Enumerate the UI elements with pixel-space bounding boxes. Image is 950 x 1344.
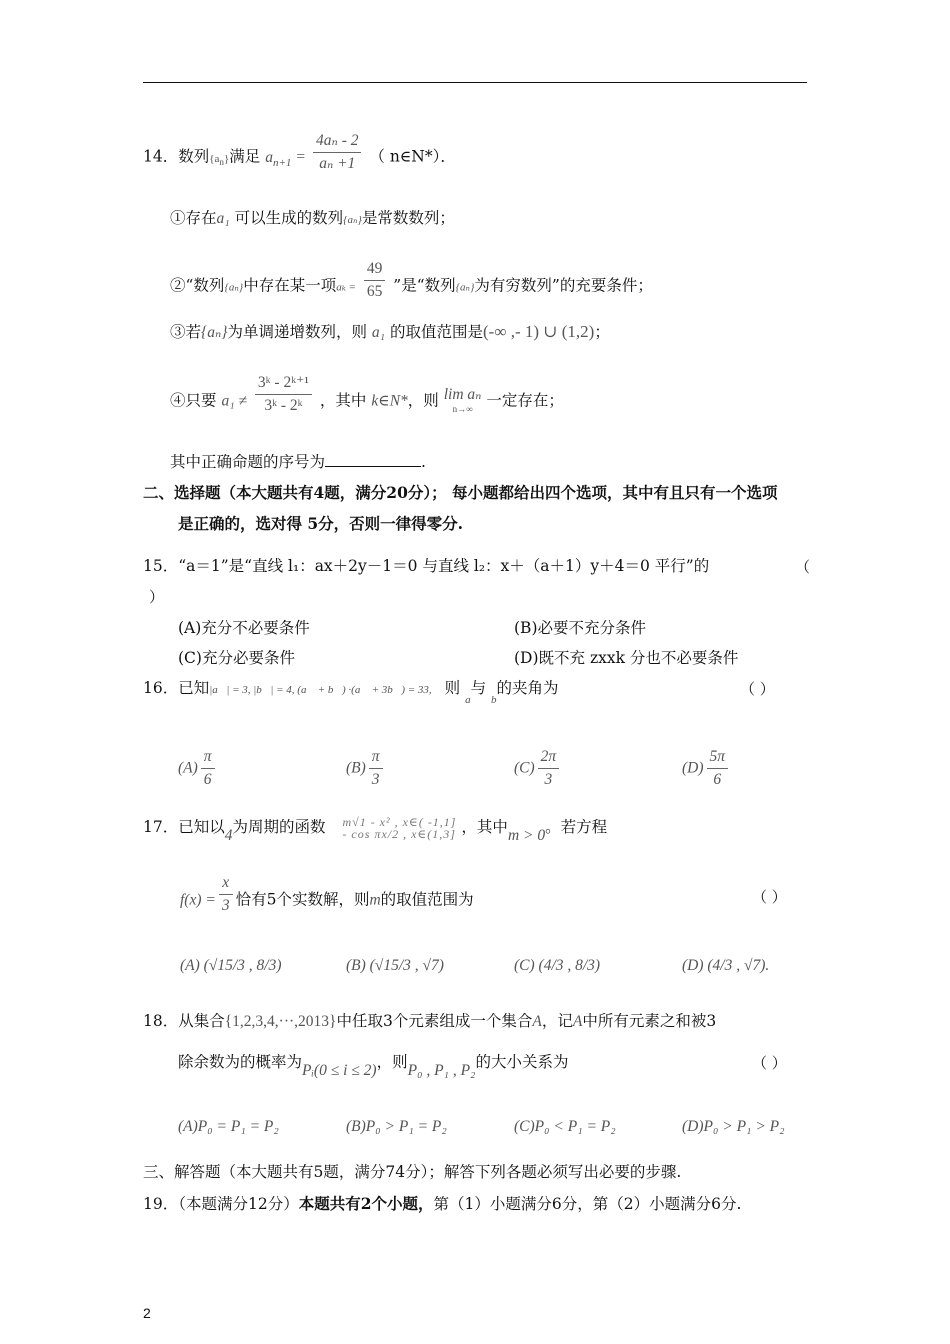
q17-stem: 17．已知以4为周期的函数 m√1 - x² , x∈( -1,1] - cos πx/2 , x∈(1,3] ，其中m > 0。若方程 <box>143 815 608 844</box>
q18-option-b[interactable]: (B)P₀ > P₁ = P₂ <box>346 1118 447 1135</box>
seq-symbol: $\{a_n\}$ <box>209 152 230 167</box>
q15-stem: 15．“a＝1”是“直线 l₁：ax＋2y－1＝0 与直线 l₂：x＋（a＋1）y＋4＝0 平行”的 <box>143 557 710 575</box>
q17-paren: （ ） <box>752 888 787 906</box>
q16-option-a[interactable]: (A) $\frac{\pi}{6}$ <box>178 746 218 791</box>
q15-option-d[interactable]: (D)既不充 zxxk 分也不必要条件 <box>514 649 739 667</box>
q17-equation: f(x) = $\frac{x}{3}$ 恰有5个实数解，则m的取值范围为 <box>180 874 474 914</box>
q16-option-c[interactable]: (C) $\frac{2\pi}{3}$ <box>514 746 562 791</box>
q16-option-d[interactable]: (D) $\frac{5\pi}{6}$ <box>682 746 731 791</box>
q15-option-c[interactable]: (C)充分必要条件 <box>178 649 295 667</box>
q14-item3: ③若{aₙ}为单调递增数列，则 a₁ 的取值范围是(-∞ ,- 1) ∪ (1,2)； <box>170 322 610 341</box>
q18-paren: （ ） <box>752 1054 787 1072</box>
section3-heading: 三、解答题（本大题共有5题，满分74分）；解答下列各题必须写出必要的步骤. <box>143 1163 682 1181</box>
q16-stem: 16．已知|a⃗| = 3, |b⃗| = 4, (a⃗ + b⃗) ·(a⃗ + 3b⃗) = 33, 则 $_a$与 $_b$的夹角为 <box>143 679 559 706</box>
q17-option-d[interactable]: (D) (4/3 , √7). <box>682 957 770 974</box>
q14-fraction: $\frac{\text{4aₙ - 2}}{\text{aₙ +1}}$ <box>313 130 361 175</box>
q15-option-a[interactable]: (A)充分不必要条件 <box>178 619 310 637</box>
q17-option-c[interactable]: (C) (4/3 , 8/3) <box>514 957 601 974</box>
q14-stem: 14．数列$\{a_n\}$满足 $a_{n+1}$ = $\frac{\text{4aₙ - 2}}{\text{aₙ +1}}$ （ n∈N*）． <box>143 140 456 175</box>
header-rule <box>143 82 807 83</box>
q17-option-a[interactable]: (A) (√15/3 , 8/3) <box>180 957 282 974</box>
q17-option-b[interactable]: (B) (√15/3 , √7) <box>346 957 444 974</box>
q16-option-b[interactable]: (B) $\frac{\pi}{3}$ <box>346 746 386 791</box>
q17-piecewise-function: m√1 - x² , x∈( -1,1] - cos πx/2 , x∈(1,3] <box>342 815 457 841</box>
q18-option-c[interactable]: (C)P₀ < P₁ = P₂ <box>514 1118 616 1135</box>
q15-option-b[interactable]: (B)必要不充分条件 <box>514 619 646 637</box>
q19-stem: 19．（本题满分12分）本题共有2个小题，第（1）小题满分6分，第（2）小题满分6分. <box>143 1194 742 1213</box>
q15-paren-left: （ <box>795 558 811 576</box>
q18-option-d[interactable]: (D)P₀ > P₁ > P₂ <box>682 1118 785 1135</box>
q18-option-a[interactable]: (A)P₀ = P₁ = P₂ <box>178 1118 279 1135</box>
q14-item4: ④只要 a₁ ≠ $\frac{\text{3ᵏ - 2ᵏ⁺¹}}{\text{3ᵏ - 2ᵏ}}$ ，其中 k∈N*，则 lim aₙ n→∞ 一定存在； <box>170 374 564 414</box>
q15-paren-right: ） <box>149 588 165 606</box>
q14-answer: 其中正确命题的序号为 . <box>170 453 426 471</box>
q18-stem: 18．从集合{1,2,3,4,···,2013}中任取3个元素组成一个集合A，记A中所有元素之和被3 <box>143 1012 717 1030</box>
q14-item2: ②“数列{aₙ}中存在某一项aₖ = $\frac{49}{65}$ ”是“数列{aₙ}为有穷数列”的充要条件； <box>170 260 653 300</box>
q16-paren: （ ） <box>740 680 775 698</box>
answer-blank[interactable] <box>325 452 421 467</box>
section2-heading: 二、选择题（本大题共有4题，满分20分）； 每小题都给出四个选项，其中有且只有一个选项 <box>143 483 778 502</box>
page-number: 2 <box>143 1305 151 1321</box>
q18-stem-cont: 除余数为的概率为Pᵢ(0 ≤ i ≤ 2)，则P₀ , P₁ , P₂的大小关系为 <box>178 1053 569 1079</box>
section2-heading-cont: 是正确的，选对得 5分，否则一律得零分. <box>178 514 464 533</box>
q14-item1: ①存在a₁ 可以生成的数列{aₙ}是常数数列； <box>170 209 455 227</box>
